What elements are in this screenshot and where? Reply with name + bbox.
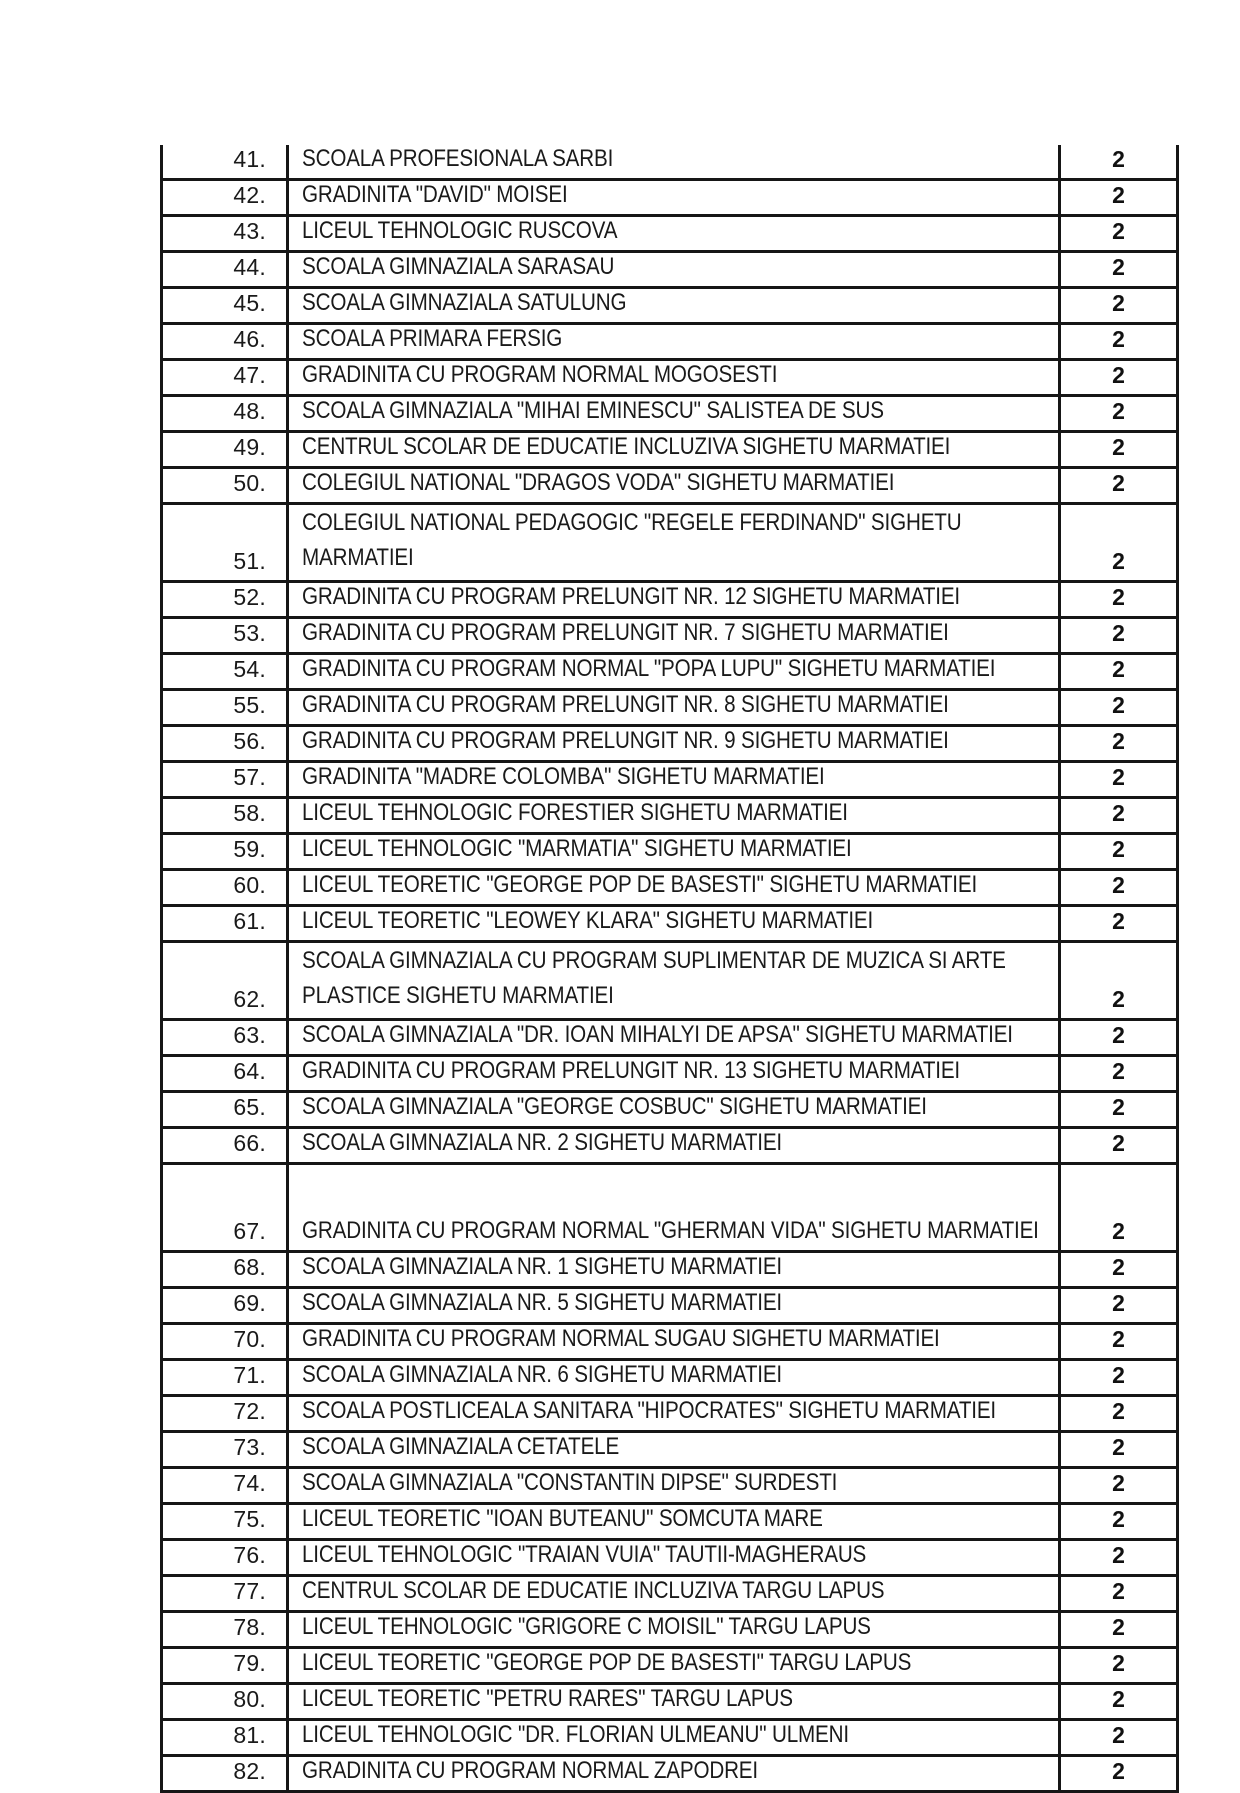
school-name-cell: [288, 180, 1060, 216]
table-row: [162, 726, 1178, 762]
table-row: [162, 1288, 1178, 1324]
school-name-cell: [288, 798, 1060, 834]
count-value-cell: 2: [1060, 834, 1178, 870]
table-row: [162, 1432, 1178, 1468]
school-name-cell: [288, 1396, 1060, 1432]
count-value-cell: 2: [1060, 504, 1178, 582]
count-value-cell: 2: [1060, 1468, 1178, 1504]
table-row: [162, 690, 1178, 726]
count-value-cell: 2: [1060, 618, 1178, 654]
count-value-cell: 2: [1060, 1360, 1178, 1396]
school-name-cell: [288, 1540, 1060, 1576]
count-value-cell: 2: [1060, 1020, 1178, 1056]
count-value-cell: 2: [1060, 324, 1178, 360]
table-row: [162, 145, 1178, 180]
count-value-cell: 2: [1060, 1504, 1178, 1540]
count-value-cell: 2: [1060, 1684, 1178, 1720]
row-number-cell: 50.: [162, 468, 288, 504]
school-name-cell: [288, 252, 1060, 288]
school-name-text: SCOALA GIMNAZIALA NR. 6 SIGHETU MARMATIEI: [302, 1361, 783, 1388]
school-name-cell: [288, 942, 1060, 1020]
school-name-cell: [288, 582, 1060, 618]
count-value-cell: 2: [1060, 432, 1178, 468]
table-row: [162, 324, 1178, 360]
school-name-text: SCOALA GIMNAZIALA SATULUNG: [302, 289, 627, 316]
row-number-cell: 67.: [162, 1164, 288, 1252]
school-name-text: SCOALA POSTLICEALA SANITARA "HIPOCRATES" SIGHETU MARMATIEI: [302, 1397, 996, 1424]
school-name-text: GRADINITA CU PROGRAM PRELUNGIT NR. 9 SIGHETU MARMATIEI: [302, 727, 949, 754]
table-row: [162, 1056, 1178, 1092]
row-number-cell: 63.: [162, 1020, 288, 1056]
school-name-text: GRADINITA CU PROGRAM PRELUNGIT NR. 12 SIGHETU MARMATIEI: [302, 583, 960, 610]
count-value-cell: 2: [1060, 288, 1178, 324]
school-name-text: LICEUL TEHNOLOGIC "DR. FLORIAN ULMEANU" ULMENI: [302, 1721, 849, 1748]
count-value-cell: 2: [1060, 870, 1178, 906]
table-row: [162, 906, 1178, 942]
row-number-cell: 65.: [162, 1092, 288, 1128]
row-number-cell: 46.: [162, 324, 288, 360]
table-row: [162, 1020, 1178, 1056]
school-name-text: SCOALA GIMNAZIALA "GEORGE COSBUC" SIGHETU MARMATIEI: [302, 1093, 927, 1120]
count-value-cell: 2: [1060, 582, 1178, 618]
row-number-cell: 64.: [162, 1056, 288, 1092]
school-name-cell: [288, 288, 1060, 324]
school-name-text: SCOALA GIMNAZIALA SARASAU: [302, 253, 615, 280]
school-name-text: GRADINITA CU PROGRAM NORMAL "GHERMAN VIDA" SIGHETU MARMATIEI: [302, 1217, 1039, 1244]
count-value-cell: 2: [1060, 1432, 1178, 1468]
school-name-cell: [288, 1648, 1060, 1684]
table-row: [162, 1164, 1178, 1252]
table-row: [162, 618, 1178, 654]
school-name-cell: [288, 762, 1060, 798]
school-name-cell: [288, 1756, 1060, 1792]
row-number-cell: 66.: [162, 1128, 288, 1164]
school-name-cell: [288, 1288, 1060, 1324]
school-name-cell: [288, 1684, 1060, 1720]
school-name-text: SCOALA GIMNAZIALA NR. 2 SIGHETU MARMATIEI: [302, 1129, 783, 1156]
school-name-text: GRADINITA CU PROGRAM PRELUNGIT NR. 13 SIGHETU MARMATIEI: [302, 1057, 960, 1084]
row-number-cell: 47.: [162, 360, 288, 396]
school-name-text: SCOALA GIMNAZIALA "MIHAI EMINESCU" SALISTEA DE SUS: [302, 397, 884, 424]
row-number-cell: 48.: [162, 396, 288, 432]
table-row: [162, 1252, 1178, 1288]
row-number-cell: 57.: [162, 762, 288, 798]
count-value-cell: 2: [1060, 360, 1178, 396]
school-name-cell: [288, 1128, 1060, 1164]
school-name-cell: [288, 432, 1060, 468]
table-row: [162, 1468, 1178, 1504]
row-number-cell: 82.: [162, 1756, 288, 1792]
row-number-cell: 56.: [162, 726, 288, 762]
table-row: [162, 396, 1178, 432]
row-number-cell: 44.: [162, 252, 288, 288]
school-name-text: SCOALA PROFESIONALA SARBI: [302, 145, 614, 172]
school-name-cell: [288, 1092, 1060, 1128]
row-number-cell: 71.: [162, 1360, 288, 1396]
table-row: [162, 870, 1178, 906]
count-value-cell: 2: [1060, 690, 1178, 726]
row-number-cell: 52.: [162, 582, 288, 618]
school-name-text: LICEUL TEHNOLOGIC "GRIGORE C MOISIL" TARGU LAPUS: [302, 1613, 871, 1640]
school-name-cell: [288, 1468, 1060, 1504]
school-name-text: LICEUL TEHNOLOGIC RUSCOVA: [302, 217, 618, 244]
count-value-cell: 2: [1060, 1540, 1178, 1576]
count-value-cell: 2: [1060, 1612, 1178, 1648]
school-name-cell: [288, 618, 1060, 654]
table-row: [162, 180, 1178, 216]
count-value-cell: 2: [1060, 1164, 1178, 1252]
table-row: [162, 432, 1178, 468]
count-value-cell: 2: [1060, 654, 1178, 690]
row-number-cell: 43.: [162, 216, 288, 252]
school-allocation-table: [160, 145, 1179, 1793]
school-name-cell: [288, 870, 1060, 906]
school-name-text: LICEUL TEORETIC "GEORGE POP DE BASESTI" TARGU LAPUS: [302, 1649, 912, 1676]
table-row: [162, 1324, 1178, 1360]
table-row: [162, 1720, 1178, 1756]
school-name-text: LICEUL TEORETIC "PETRU RARES" TARGU LAPUS: [302, 1685, 793, 1712]
table-row: [162, 1128, 1178, 1164]
count-value-cell: 2: [1060, 906, 1178, 942]
row-number-cell: 51.: [162, 504, 288, 582]
school-name-text: GRADINITA CU PROGRAM PRELUNGIT NR. 8 SIGHETU MARMATIEI: [302, 691, 949, 718]
row-number-cell: 54.: [162, 654, 288, 690]
school-table-body: [162, 145, 1178, 1792]
school-name-cell: [288, 1056, 1060, 1092]
school-name-cell: [288, 1324, 1060, 1360]
school-name-cell: [288, 834, 1060, 870]
school-name-text: GRADINITA CU PROGRAM NORMAL ZAPODREI: [302, 1757, 758, 1784]
table-row: [162, 1612, 1178, 1648]
table-row: [162, 1396, 1178, 1432]
row-number-cell: 62.: [162, 942, 288, 1020]
row-number-cell: 72.: [162, 1396, 288, 1432]
school-name-text: COLEGIUL NATIONAL "DRAGOS VODA" SIGHETU MARMATIEI: [302, 469, 895, 496]
school-name-cell: [288, 504, 1060, 582]
count-value-cell: 2: [1060, 1128, 1178, 1164]
count-value-cell: 2: [1060, 1324, 1178, 1360]
count-value-cell: 2: [1060, 252, 1178, 288]
table-row: [162, 942, 1178, 1020]
school-name-cell: [288, 654, 1060, 690]
count-value-cell: 2: [1060, 1288, 1178, 1324]
school-name-cell: [288, 145, 1060, 180]
row-number-cell: 75.: [162, 1504, 288, 1540]
count-value-cell: 2: [1060, 798, 1178, 834]
row-number-cell: 70.: [162, 1324, 288, 1360]
count-value-cell: 2: [1060, 1092, 1178, 1128]
school-name-cell: [288, 726, 1060, 762]
school-name-cell: [288, 324, 1060, 360]
school-name-text: SCOALA GIMNAZIALA "CONSTANTIN DIPSE" SURDESTI: [302, 1469, 838, 1496]
row-number-cell: 45.: [162, 288, 288, 324]
row-number-cell: 60.: [162, 870, 288, 906]
count-value-cell: 2: [1060, 762, 1178, 798]
school-name-cell: [288, 360, 1060, 396]
count-value-cell: 2: [1060, 180, 1178, 216]
school-name-cell: [288, 396, 1060, 432]
row-number-cell: 49.: [162, 432, 288, 468]
school-name-text: LICEUL TEORETIC "LEOWEY KLARA" SIGHETU MARMATIEI: [302, 907, 874, 934]
row-number-cell: 76.: [162, 1540, 288, 1576]
row-number-cell: 58.: [162, 798, 288, 834]
school-name-cell: [288, 1612, 1060, 1648]
table-row: [162, 1756, 1178, 1792]
count-value-cell: 2: [1060, 1648, 1178, 1684]
school-name-text: SCOALA PRIMARA FERSIG: [302, 325, 563, 352]
school-name-text: LICEUL TEHNOLOGIC "TRAIAN VUIA" TAUTII-MAGHERAUS: [302, 1541, 867, 1568]
table-row: [162, 1684, 1178, 1720]
row-number-cell: 68.: [162, 1252, 288, 1288]
row-number-cell: 41.: [162, 145, 288, 180]
school-name-text: LICEUL TEORETIC "GEORGE POP DE BASESTI" SIGHETU MARMATIEI: [302, 871, 978, 898]
school-name-text: GRADINITA CU PROGRAM NORMAL MOGOSESTI: [302, 361, 778, 388]
count-value-cell: 2: [1060, 1396, 1178, 1432]
row-number-cell: 53.: [162, 618, 288, 654]
row-number-cell: 77.: [162, 1576, 288, 1612]
table-row: [162, 762, 1178, 798]
school-name-cell: [288, 1020, 1060, 1056]
school-name-cell: [288, 216, 1060, 252]
school-name-text: GRADINITA CU PROGRAM NORMAL "POPA LUPU" SIGHETU MARMATIEI: [302, 655, 996, 682]
table-row: [162, 1540, 1178, 1576]
count-value-cell: 2: [1060, 1576, 1178, 1612]
school-name-cell: [288, 906, 1060, 942]
school-name-cell: [288, 1360, 1060, 1396]
school-name-cell: [288, 1252, 1060, 1288]
row-number-cell: 61.: [162, 906, 288, 942]
table-row: [162, 252, 1178, 288]
table-row: [162, 1648, 1178, 1684]
school-name-cell: [288, 1720, 1060, 1756]
row-number-cell: 80.: [162, 1684, 288, 1720]
table-row: [162, 1360, 1178, 1396]
school-name-text: LICEUL TEORETIC "IOAN BUTEANU" SOMCUTA MARE: [302, 1505, 823, 1532]
count-value-cell: 2: [1060, 726, 1178, 762]
table-row: [162, 288, 1178, 324]
school-name-text: SCOALA GIMNAZIALA CU PROGRAM SUPLIMENTAR DE MUZICA SI ARTE PLASTICE SIGHETU MARMATIEI: [302, 947, 1006, 1009]
count-value-cell: 2: [1060, 396, 1178, 432]
school-name-text: SCOALA GIMNAZIALA NR. 5 SIGHETU MARMATIEI: [302, 1289, 783, 1316]
table-row: [162, 468, 1178, 504]
row-number-cell: 59.: [162, 834, 288, 870]
school-name-cell: [288, 1432, 1060, 1468]
row-number-cell: 79.: [162, 1648, 288, 1684]
school-name-text: LICEUL TEHNOLOGIC FORESTIER SIGHETU MARMATIEI: [302, 799, 848, 826]
school-name-text: GRADINITA "MADRE COLOMBA" SIGHETU MARMATIEI: [302, 763, 825, 790]
row-number-cell: 69.: [162, 1288, 288, 1324]
school-name-text: CENTRUL SCOLAR DE EDUCATIE INCLUZIVA TARGU LAPUS: [302, 1577, 885, 1604]
row-number-cell: 73.: [162, 1432, 288, 1468]
table-row: [162, 360, 1178, 396]
school-name-text: SCOALA GIMNAZIALA CETATELE: [302, 1433, 620, 1460]
school-name-text: COLEGIUL NATIONAL PEDAGOGIC "REGELE FERDINAND" SIGHETU MARMATIEI: [302, 509, 962, 571]
row-number-cell: 78.: [162, 1612, 288, 1648]
school-name-text: GRADINITA CU PROGRAM NORMAL SUGAU SIGHETU MARMATIEI: [302, 1325, 940, 1352]
school-name-text: LICEUL TEHNOLOGIC "MARMATIA" SIGHETU MARMATIEI: [302, 835, 852, 862]
row-number-cell: 74.: [162, 1468, 288, 1504]
count-value-cell: 2: [1060, 1252, 1178, 1288]
school-name-text: GRADINITA "DAVID" MOISEI: [302, 181, 568, 208]
school-name-cell: [288, 1576, 1060, 1612]
row-number-cell: 81.: [162, 1720, 288, 1756]
school-name-cell: [288, 1504, 1060, 1540]
table-row: [162, 216, 1178, 252]
school-name-cell: [288, 690, 1060, 726]
table-row: [162, 654, 1178, 690]
table-row: [162, 504, 1178, 582]
school-name-text: CENTRUL SCOLAR DE EDUCATIE INCLUZIVA SIGHETU MARMATIEI: [302, 433, 951, 460]
table-row: [162, 834, 1178, 870]
table-row: [162, 798, 1178, 834]
count-value-cell: 2: [1060, 1056, 1178, 1092]
table-row: [162, 582, 1178, 618]
table-row: [162, 1092, 1178, 1128]
table-row: [162, 1504, 1178, 1540]
count-value-cell: 2: [1060, 1720, 1178, 1756]
row-number-cell: 42.: [162, 180, 288, 216]
school-name-text: SCOALA GIMNAZIALA "DR. IOAN MIHALYI DE APSA" SIGHETU MARMATIEI: [302, 1021, 1013, 1048]
school-name-cell: [288, 468, 1060, 504]
school-name-cell: [288, 1164, 1060, 1252]
count-value-cell: 2: [1060, 216, 1178, 252]
table-row: [162, 1576, 1178, 1612]
school-name-text: GRADINITA CU PROGRAM PRELUNGIT NR. 7 SIGHETU MARMATIEI: [302, 619, 949, 646]
school-name-text: SCOALA GIMNAZIALA NR. 1 SIGHETU MARMATIEI: [302, 1253, 783, 1280]
count-value-cell: 2: [1060, 1756, 1178, 1792]
count-value-cell: 2: [1060, 942, 1178, 1020]
count-value-cell: 2: [1060, 468, 1178, 504]
count-value-cell: 2: [1060, 145, 1178, 180]
row-number-cell: 55.: [162, 690, 288, 726]
